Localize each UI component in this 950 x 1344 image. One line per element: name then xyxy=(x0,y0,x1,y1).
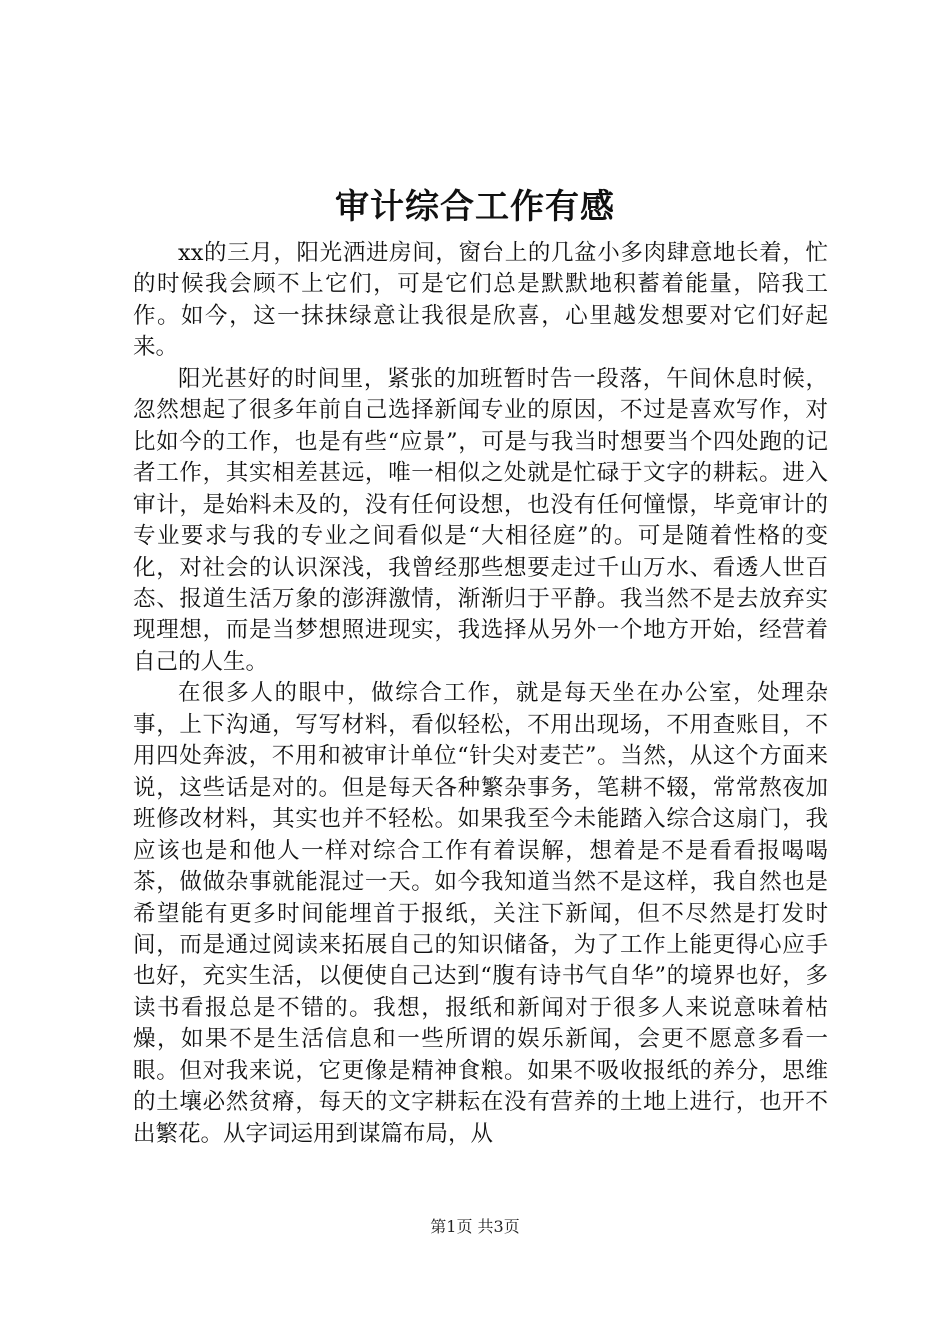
page-number-indicator: 第1页 共3页 xyxy=(430,1217,520,1236)
document-title: 审计综合工作有感 xyxy=(335,187,615,227)
page-footer xyxy=(0,1216,950,1238)
paragraph-1: xx的三月，阳光洒进房间，窗台上的几盆小多肉肆意地长着，忙的时候我会顾不上它们，可是它们总是默默地积蓄着能量，陪我工作。如今，这一抹抹绿意让我很是欣喜，心里越发想要对它们好起来。 xyxy=(133,240,828,361)
paragraph-2: 阳光甚好的时间里，紧张的加班暂时告一段落，午间休息时候，忽然想起了很多年前自己选择新闻专业的原因，不过是喜欢写作，对比如今的工作，也是有些“应景”，可是与我当时想要当个四处跑的记者工作，其实相差甚远，唯一相似之处就是忙碌于文字的耕耘。进入审计，是始料未及的，没有任何设想，也没有任何憧憬，毕竟审计的专业要求与我的专业之间看似是“大相径庭”的。可是随着性格的变化，对社会的认识深浅，我曾经那些想要走过千山万水、看透人世百态、报道生活万象的澎湃激情，渐渐归于平静。我当然不是去放弃实现理想，而是当梦想照进现实，我选择从另外一个地方开始，经营着自己的人生。 xyxy=(133,365,828,675)
paragraph-3: 在很多人的眼中，做综合工作，就是每天坐在办公室，处理杂事，上下沟通，写写材料，看似轻松，不用出现场，不用查账目，不用四处奔波，不用和被审计单位“针尖对麦芒”。当然，从这个方面来说，这些话是对的。但是每天各种繁杂事务，笔耕不辍，常常熬夜加班修改材料，其实也并不轻松。如果我至今未能踏入综合这扇门，我应该也是和他人一样对综合工作有着误解，想着是不是看看报喝喝茶，做做杂事就能混过一天。如今我知道当然不是这样，我自然也是希望能有更多时间能埋首于报纸，关注下新闻，但不尽然是打发时间，而是通过阅读来拓展自己的知识储备，为了工作上能更得心应手也好，充实生活，以便使自己达到“腹有诗书气自华”的境界也好，多读书看报总是不错的。我想，报纸和新闻对于很多人来说意味着枯燥，如果不是生活信息和一些所谓的娱乐新闻，会更不愿意多看一眼。但对我来说，它更像是精神食粮。如果不吸收报纸的养分，思维的土壤必然贫瘠，每天的文字耕耘在没有营养的土地上进行，也开不出繁花。从字词运用到谋篇布局，从 xyxy=(133,680,828,1147)
document-body xyxy=(133,238,828,1150)
